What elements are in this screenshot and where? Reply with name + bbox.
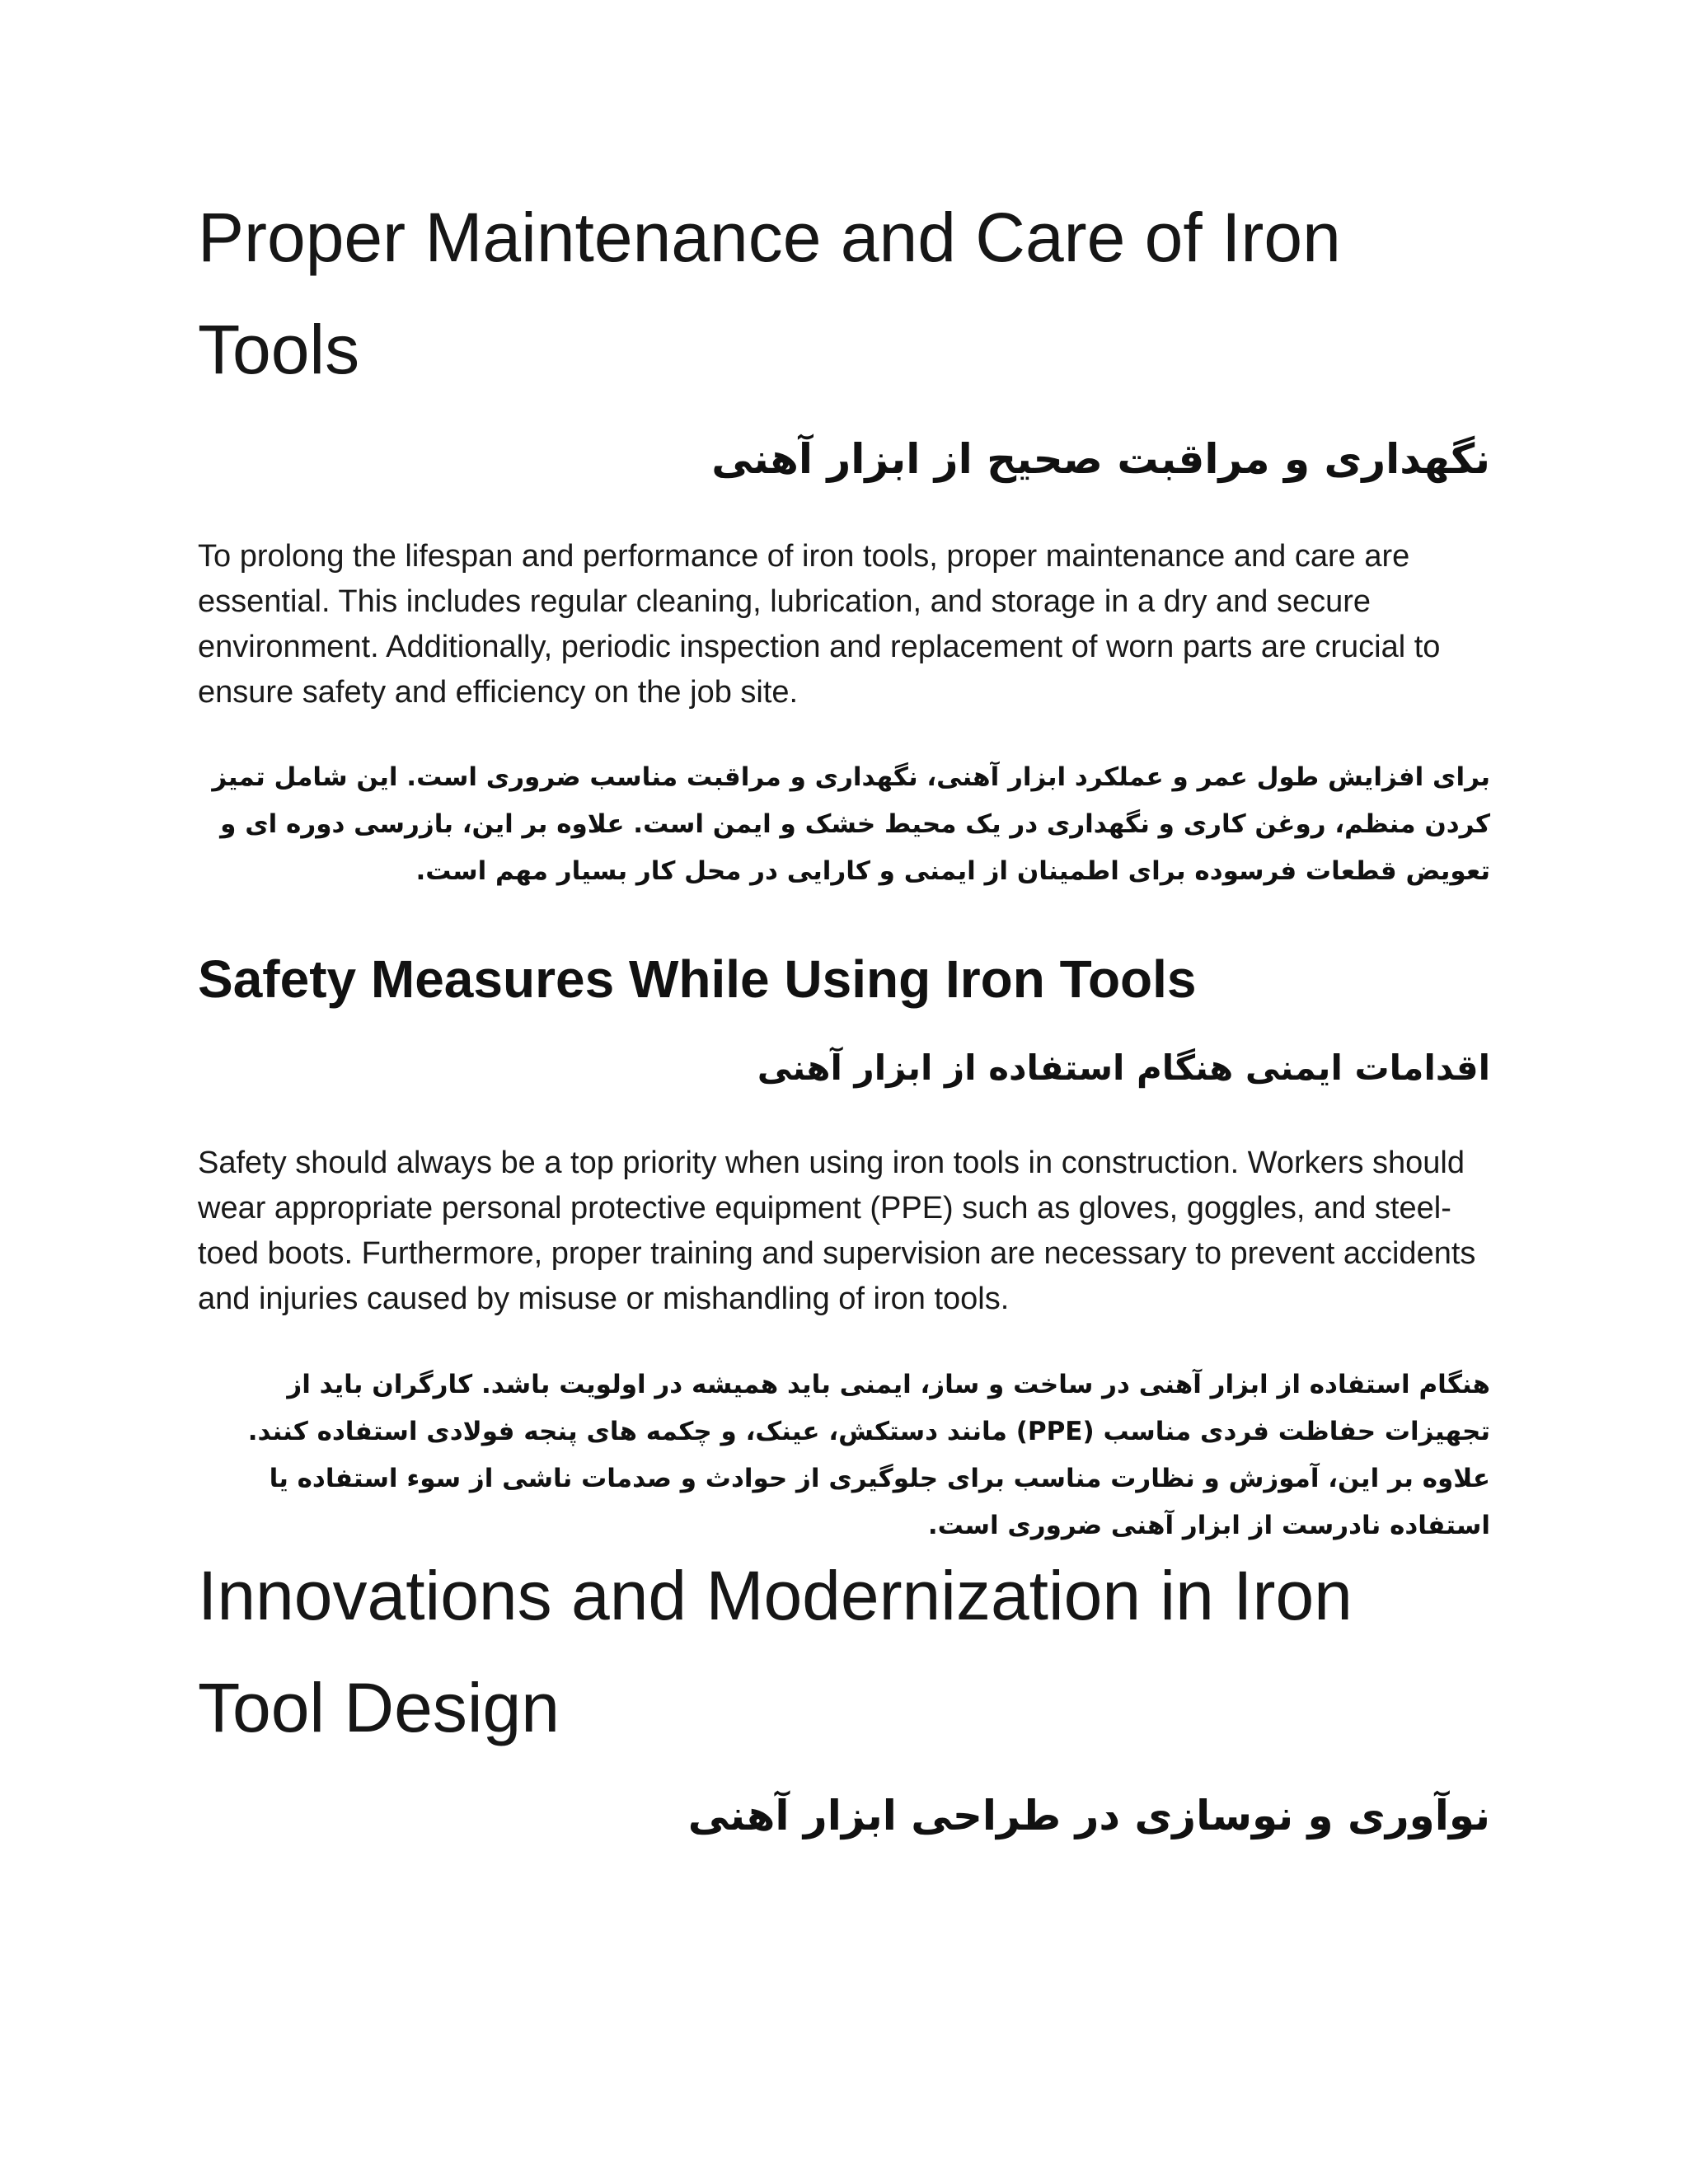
section-1-title-en: Proper Maintenance and Care of Iron Tools bbox=[198, 199, 1341, 388]
section-1-title-fa: نگهداری و مراقبت صحیح از ابزار آهنی bbox=[711, 435, 1490, 483]
section-2-title-fa: اقدامات ایمنی هنگام استفاده از ابزار آهنی bbox=[757, 1047, 1490, 1088]
section-1-paragraph-en: To prolong the lifespan and performance of iron tools, proper maintenance and care are essential. This includes regular cleaning, lubrication, and storage in a dry and secure environment. Additionally, periodic inspection and replacement of worn parts are crucial to ensure safety and efficiency on the job site. bbox=[198, 539, 1441, 710]
section-2-title-en: Safety Measures While Using Iron Tools bbox=[198, 949, 1197, 1009]
section-1-paragraph-fa: برای افزایش طول عمر و عملکرد ابزار آهنی، نگهداری و مراقبت مناسب ضروری است. این شامل تمیز کردن منظم، روغن کاری و نگهداری در یک محیط خشک و ایمن است. علاوه بر این، بازرسی دوره ای و تعویض قطعات فرسوده برای اطمینان از ایمنی و کارایی در محل کار بسیار مهم است. bbox=[212, 762, 1490, 886]
section-2-paragraph-fa: هنگام استفاده از ابزار آهنی در ساخت و ساز، ایمنی باید همیشه در اولویت باشد. کارگران باید از تجهیزات حفاظت فردی مناسب (PPE) مانند دستکش، عینک، و چکمه های پنجه فولادی استفاده کنند. علاوه بر این، آموزش و نظارت مناسب برای جلوگیری از حوادث و صدمات ناشی از سوء استفاده یا استفاده نادرست از ابزار آهنی ضروری است. bbox=[247, 1370, 1490, 1540]
section-2-paragraph-en: Safety should always be a top priority when using iron tools in construction. Workers should wear appropriate personal protective equipment (PPE) such as gloves, goggles, and steel-toed boots. Furthermore, proper training and supervision are necessary to prevent accidents and injuries caused by misuse or mishandling of iron tools. bbox=[198, 1146, 1476, 1316]
section-3-title-fa: نوآوری و نوسازی در طراحی ابزار آهنی bbox=[687, 1792, 1490, 1840]
section-3-title-en: Innovations and Modernization in Iron Tool Design bbox=[198, 1557, 1353, 1746]
